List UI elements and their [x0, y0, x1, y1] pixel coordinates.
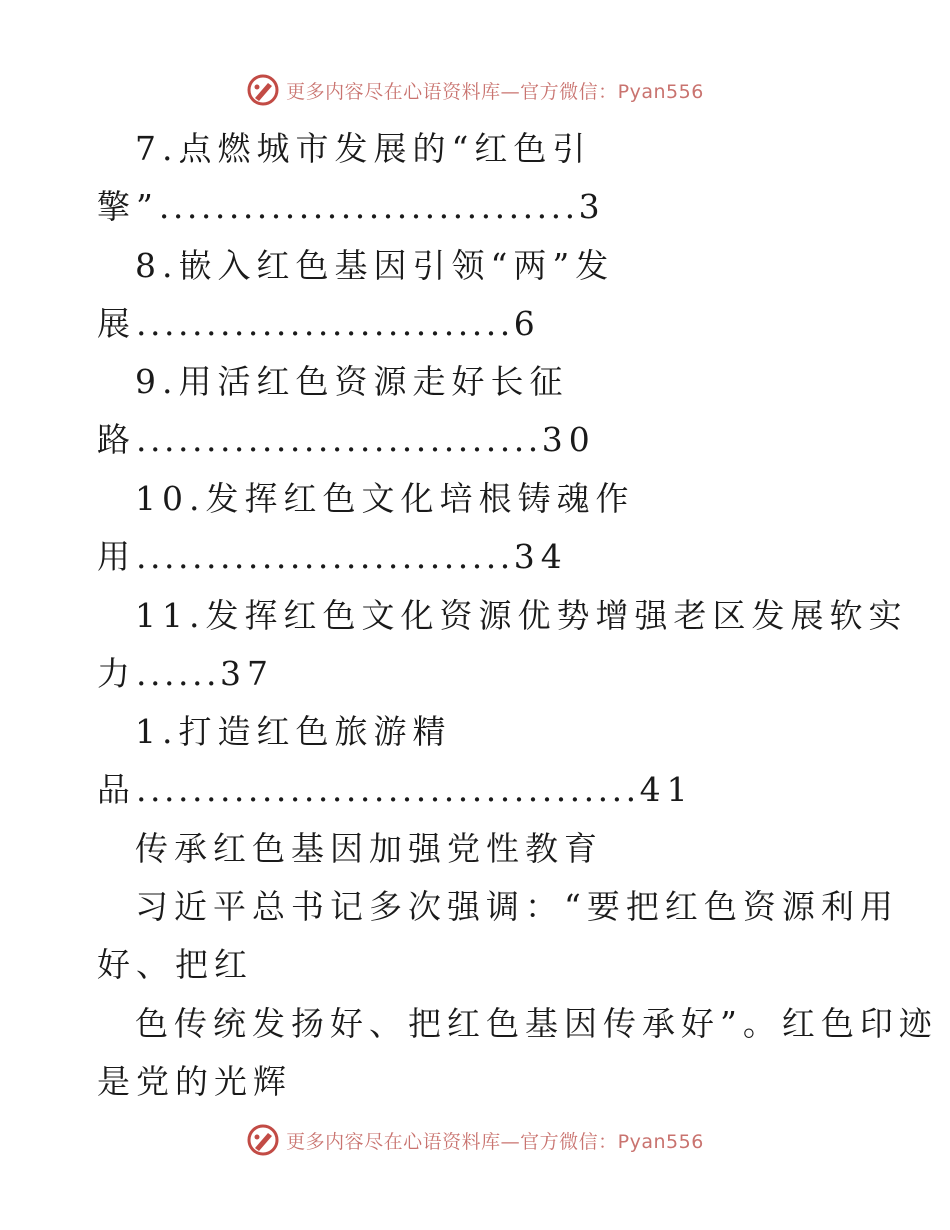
section-heading: 传承红色基因加强党性教育 — [135, 829, 603, 868]
toc-entry-title: 8.嵌入红色基因引领“两”发 — [135, 246, 615, 285]
toc-entry-title: 11.发挥红色文化资源优势增强老区发展软实 — [135, 596, 908, 635]
toc-page-number: 6 — [513, 304, 541, 343]
watermark-text: 更多内容尽在心语资料库—官方微信：Pyan556 — [286, 80, 704, 103]
toc-entry-title: 10.发挥红色文化培根铸魂作 — [135, 479, 635, 518]
toc-entry-continuation: 擎”..............................3 — [97, 187, 606, 226]
pen-logo-icon — [246, 1123, 280, 1157]
toc-dot-leader: ...... — [136, 654, 220, 693]
toc-entry-continuation: 用...........................34 — [97, 537, 568, 576]
toc-entry-continuation: 路.............................30 — [97, 420, 596, 459]
paragraph-line: 是党的光辉 — [97, 1062, 292, 1101]
toc-dot-leader: ............................. — [136, 420, 542, 459]
toc-page-number: 30 — [541, 420, 596, 459]
watermark-footer — [0, 1120, 950, 1160]
toc-entry-title: 1.打造红色旅游精 — [135, 712, 452, 751]
toc-page-number: 37 — [219, 654, 274, 693]
watermark-text: 更多内容尽在心语资料库—官方微信：Pyan556 — [286, 1130, 704, 1153]
toc-entry-continuation: 力......37 — [97, 654, 274, 693]
toc-dot-leader: ........................... — [136, 304, 514, 343]
toc-entry-title: 9.用活红色资源走好长征 — [135, 362, 569, 401]
toc-dot-leader: .................................... — [136, 770, 640, 809]
toc-entry-continuation: 品....................................41 — [97, 770, 694, 809]
paragraph-line: 色传统发扬好、把红色基因传承好”。红色印迹 — [135, 1004, 938, 1043]
toc-page-number: 34 — [513, 537, 568, 576]
pen-logo-icon — [246, 73, 280, 107]
toc-entry-title: 7.点燃城市发展的“红色引 — [135, 129, 592, 168]
toc-entry-continuation: 展...........................6 — [97, 304, 541, 343]
toc-page-number: 41 — [639, 770, 694, 809]
watermark-header — [0, 70, 950, 110]
toc-page-number: 3 — [578, 187, 606, 226]
paragraph-line: 习近平总书记多次强调：“要把红色资源利用 — [135, 887, 899, 926]
paragraph-line: 好、把红 — [97, 945, 253, 984]
toc-dot-leader: ........................... — [136, 537, 514, 576]
toc-dot-leader: .............................. — [158, 187, 579, 226]
